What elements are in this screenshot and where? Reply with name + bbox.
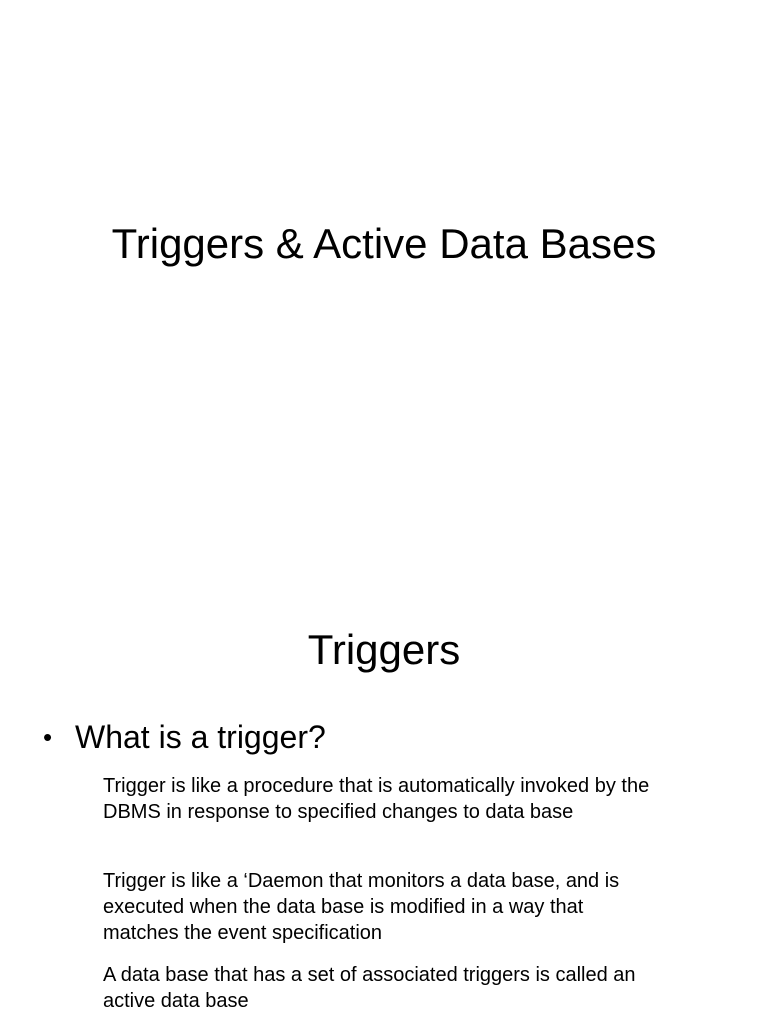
daemon-paragraph: Trigger is like a ‘Daemon that monitors a data base, and is executed when the data base is modified in a way that matches the event specification — [103, 870, 620, 944]
content-slide — [0, 576, 768, 1024]
slide-heading: Triggers — [307, 626, 461, 673]
bullet-text: What is a trigger? — [75, 719, 326, 755]
slide-title: Triggers & Active Data Bases — [111, 220, 657, 267]
bullet-item — [43, 716, 326, 758]
bullet-marker: • — [43, 722, 53, 752]
active-database-paragraph: A data base that has a set of associated triggers is called an active data base — [103, 964, 636, 1012]
definition-paragraph: Trigger is like a procedure that is automatically invoked by the DBMS in response to specified changes to data base — [103, 775, 650, 823]
